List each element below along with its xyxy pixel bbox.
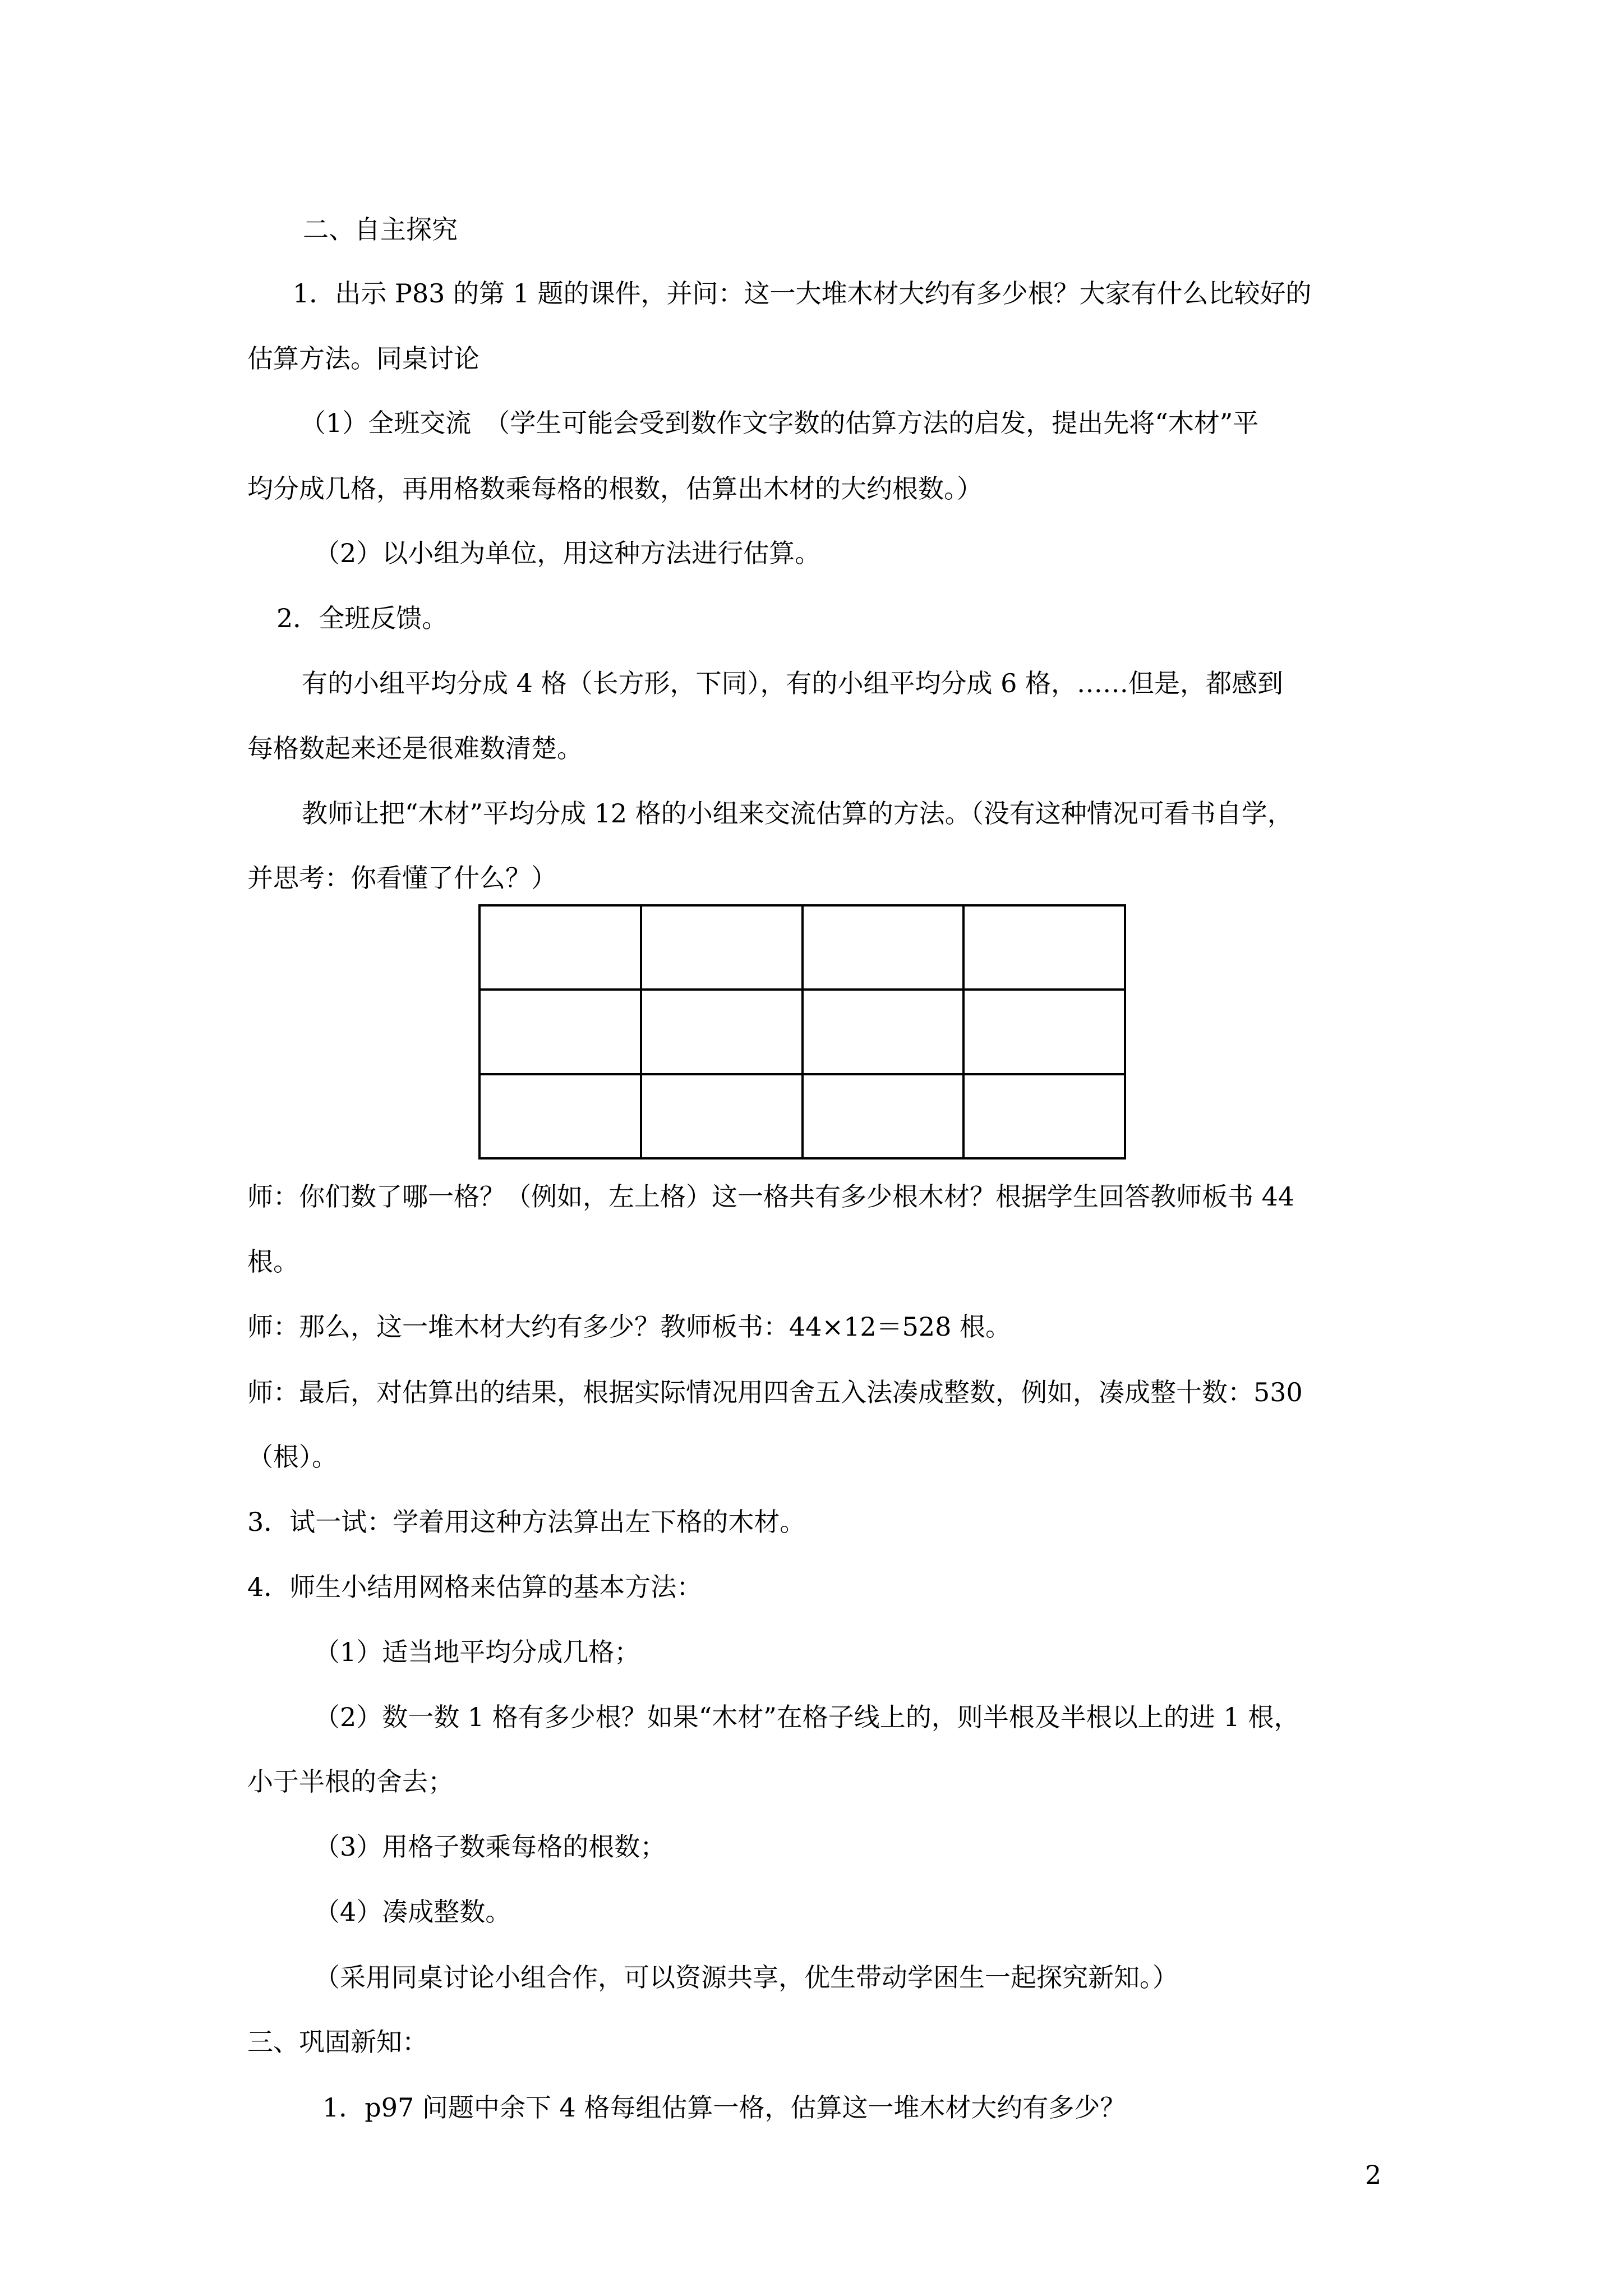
item-1-line-1: 1．出示 P83 的第 1 题的课件，并问：这一大堆木材大约有多少根？大家有什么比较好的 [293, 278, 1312, 309]
grid-cell [479, 905, 641, 990]
step-4: （4）凑成整数。 [314, 1897, 511, 1927]
page-number: 2 [1365, 2160, 1382, 2190]
sub-2: （2）以小组为单位，用这种方法进行估算。 [314, 538, 821, 568]
section-2-heading: 二、自主探究 [303, 214, 458, 245]
section-3-heading: 三、巩固新知： [247, 2027, 428, 2057]
grid-cell [641, 905, 803, 990]
para-2-line-1: 教师让把“木材”平均分成 12 格的小组来交流估算的方法。（没有这种情况可看书自学， [302, 798, 1293, 829]
item-4: 4．师生小结用网格来估算的基本方法： [247, 1572, 703, 1602]
teacher-2: 师：那么，这一堆木材大约有多少？教师板书：44×12＝528 根。 [247, 1312, 1012, 1342]
grid-cell [803, 990, 964, 1074]
step-3: （3）用格子数乘每格的根数； [314, 1832, 666, 1862]
para-1-line-1: 有的小组平均分成 4 格（长方形，下同），有的小组平均分成 6 格，……但是，都感到 [302, 668, 1284, 698]
estimation-grid [478, 904, 1126, 1159]
teacher-3-line-1: 师：最后，对估算出的结果，根据实际情况用四舍五入法凑成整数，例如，凑成整十数：530 [247, 1377, 1303, 1407]
grid-cell [803, 1074, 964, 1158]
para-1-line-2: 每格数起来还是很难数清楚。 [247, 733, 583, 763]
item-2: 2．全班反馈。 [276, 603, 448, 633]
step-1: （1）适当地平均分成几格； [314, 1637, 640, 1667]
item-3: 3．试一试：学着用这种方法算出左下格的木材。 [247, 1507, 806, 1537]
step-2-line-1: （2）数一数 1 格有多少根？如果“木材”在格子线上的，则半根及半根以上的进 1 根， [314, 1702, 1300, 1732]
step-2-line-2: 小于半根的舍去； [247, 1766, 454, 1797]
grid-row [479, 990, 1125, 1074]
item-1-line-2: 估算方法。同桌讨论 [247, 343, 479, 374]
grid-row [479, 1074, 1125, 1158]
note: （采用同桌讨论小组合作，可以资源共享，优生带动学困生一起探究新知。） [314, 1962, 1178, 1993]
grid-row [479, 905, 1125, 990]
grid-cell [963, 990, 1125, 1074]
sub-1-line-2: 均分成几格，再用格数乘每格的根数，估算出木材的大约根数。） [247, 473, 983, 504]
grid-cell [963, 905, 1125, 990]
exercise-1: 1．p97 问题中余下 4 格每组估算一格，估算这一堆木材大约有多少？ [322, 2092, 1126, 2123]
teacher-1-line-1: 师：你们数了哪一格？（例如，左上格）这一格共有多少根木材？根据学生回答教师板书 44 [247, 1181, 1295, 1212]
teacher-3-line-2: （根）。 [247, 1442, 338, 1472]
sub-1-line-1: （1）全班交流 （学生可能会受到数作文字数的估算方法的启发，提出先将“木材”平 [300, 408, 1259, 438]
grid-cell [641, 990, 803, 1074]
grid-cell [479, 1074, 641, 1158]
grid-cell [963, 1074, 1125, 1158]
grid-cell [803, 905, 964, 990]
grid-cell [479, 990, 641, 1074]
teacher-1-line-2: 根。 [247, 1246, 299, 1277]
grid-cell [641, 1074, 803, 1158]
para-2-line-2: 并思考：你看懂了什么？） [247, 863, 557, 893]
